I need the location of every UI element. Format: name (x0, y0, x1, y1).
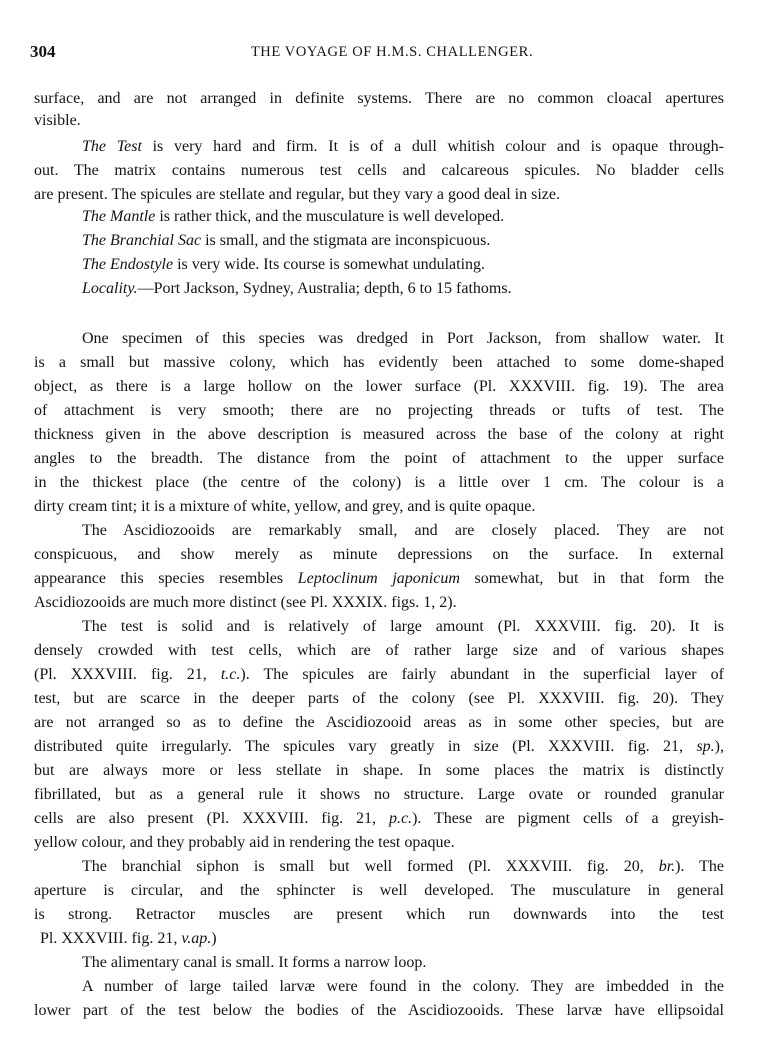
text-line (34, 712, 724, 734)
text-run: thickness given in the above description is measured across the base of the colony at right (34, 426, 724, 443)
text-run: conspicuous, and show merely as minute depressions on the surface. In external (34, 546, 724, 563)
text-line (82, 136, 724, 158)
text-line (34, 784, 724, 806)
text-line (34, 640, 724, 662)
text-line (82, 976, 724, 998)
text-run: is very wide. Its course is somewhat undulating. (173, 256, 486, 273)
italic-text: The Test (82, 138, 142, 155)
italic-text: The Branchial Sac (82, 232, 202, 249)
text-line (34, 544, 724, 566)
text-run: is strong. Retractor muscles are present which run downwards into the test (34, 906, 724, 923)
text-run: The branchial siphon is small but well formed (Pl. XXXVIII. fig. 20, (82, 858, 659, 875)
text-line (82, 520, 724, 542)
italic-text: t.c. (220, 666, 241, 683)
text-run: cells are also present (Pl. XXXVIII. fig. 21, (34, 810, 389, 827)
text-line (82, 328, 724, 350)
text-run: are not arranged so as to define the Ascidiozooid areas as in some other species, but are (34, 714, 724, 731)
text-line (34, 400, 724, 422)
text-run: ). The spicules are fairly abundant in the superficial layer of (240, 666, 725, 683)
text-run: A number of large tailed larvæ were found in the colony. They are imbedded in the (82, 978, 724, 995)
text-run: is a small but massive colony, which has evidently been attached to some dome-shaped (34, 354, 724, 371)
italic-text: sp. (696, 738, 715, 755)
text-line (34, 904, 724, 926)
text-line (34, 472, 724, 494)
text-line (34, 664, 724, 686)
text-line (34, 424, 724, 446)
text-run: (Pl. XXXVIII. fig. 21, (34, 666, 221, 683)
text-line (82, 616, 724, 638)
text-line (34, 688, 724, 710)
text-line (34, 592, 724, 614)
italic-text: v.ap. (181, 930, 212, 947)
text-run: dirty cream tint; it is a mixture of white, yellow, and grey, and is quite opaque. (34, 498, 536, 515)
text-run: out. The matrix contains numerous test cells and calcareous spicules. No bladder cells (34, 162, 724, 179)
text-line (82, 230, 724, 252)
text-run: ), (714, 738, 724, 755)
text-run: are present. The spicules are stellate and regular, but they vary a good deal in size. (34, 186, 560, 203)
text-run: Ascidiozooids are much more distinct (see Pl. XXXIX. figs. 1, 2). (34, 594, 457, 611)
text-line (34, 736, 724, 758)
text-run: The Ascidiozooids are remarkably small, and are closely placed. They are not (82, 522, 724, 539)
text-run: fibrillated, but as a general rule it shows no structure. Large ovate or rounded granular (34, 786, 724, 803)
text-run: visible. (34, 112, 81, 129)
page-header (30, 42, 734, 68)
italic-text: br. (658, 858, 676, 875)
text-line (34, 88, 724, 110)
text-line (82, 856, 724, 878)
text-run: ) (211, 930, 217, 947)
text-run: somewhat, but in that form the (459, 570, 725, 587)
italic-text: Leptoclinum japonicum (297, 570, 460, 587)
text-run: —Port Jackson, Sydney, Australia; depth, 6 to 15 fathoms. (137, 280, 512, 297)
text-line (34, 808, 724, 830)
text-run: surface, and are not arranged in definite systems. There are no common cloacal apertures (34, 90, 724, 107)
italic-text: The Mantle (82, 208, 156, 225)
text-line (82, 952, 724, 974)
text-line (34, 496, 724, 518)
text-line (34, 760, 724, 782)
text-run: aperture is circular, and the sphincter is well developed. The musculature in general (34, 882, 724, 899)
text-run: The test is solid and is relatively of large amount (Pl. XXXVIII. fig. 20). It is (82, 618, 724, 635)
text-line (82, 254, 724, 276)
text-line (34, 1000, 724, 1022)
text-run: yellow colour, and they probably aid in rendering the test opaque. (34, 834, 455, 851)
text-run: lower part of the test below the bodies of the Ascidiozooids. These larvæ have ellipsoidal (34, 1002, 724, 1019)
text-line (34, 832, 724, 854)
text-run: of attachment is very smooth; there are no projecting threads or tufts of test. The (34, 402, 724, 419)
text-line (34, 110, 724, 132)
text-run: distributed quite irregularly. The spicules vary greatly in size (Pl. XXXVIII. fig. 21, (34, 738, 697, 755)
text-run: ). These are pigment cells of a greyish- (412, 810, 724, 827)
text-line (34, 184, 724, 206)
text-line (34, 568, 724, 590)
text-run: is very hard and firm. It is of a dull whitish colour and is opaque through- (141, 138, 725, 155)
italic-text: The Endostyle (82, 256, 174, 273)
page-number: 304 (30, 42, 56, 61)
italic-text: Locality. (82, 280, 138, 297)
text-line (40, 928, 724, 950)
text-run: angles to the breadth. The distance from the point of attachment to the upper surface (34, 450, 724, 467)
text-run: appearance this species resembles (34, 570, 298, 587)
text-run: but are always more or less stellate in shape. In some places the matrix is distinctly (34, 762, 724, 779)
text-line (34, 352, 724, 374)
text-line (82, 206, 724, 228)
text-run: test, but are scarce in the deeper parts of the colony (see Pl. XXXVIII. fig. 20). They (34, 690, 724, 707)
text-run: object, as there is a large hollow on the lower surface (Pl. XXXVIII. fig. 19). The area (34, 378, 724, 395)
text-run: Pl. XXXVIII. fig. 21, (40, 930, 182, 947)
text-line (34, 880, 724, 902)
text-line (34, 448, 724, 470)
text-run: is small, and the stigmata are inconspicuous. (201, 232, 491, 249)
text-line (34, 160, 724, 182)
running-title: THE VOYAGE OF H.M.S. CHALLENGER. (250, 44, 534, 60)
text-line (82, 278, 724, 300)
text-line (34, 376, 724, 398)
text-run: densely crowded with test cells, which are of rather large size and of various shapes (34, 642, 724, 659)
italic-text: p.c. (388, 810, 413, 827)
text-run: One specimen of this species was dredged in Port Jackson, from shallow water. It (82, 330, 724, 347)
text-run: in the thickest place (the centre of the colony) is a little over 1 cm. The colour is a (34, 474, 724, 491)
text-run: ). The (675, 858, 725, 875)
text-run: The alimentary canal is small. It forms a narrow loop. (82, 954, 427, 971)
text-run: is rather thick, and the musculature is well developed. (155, 208, 505, 225)
